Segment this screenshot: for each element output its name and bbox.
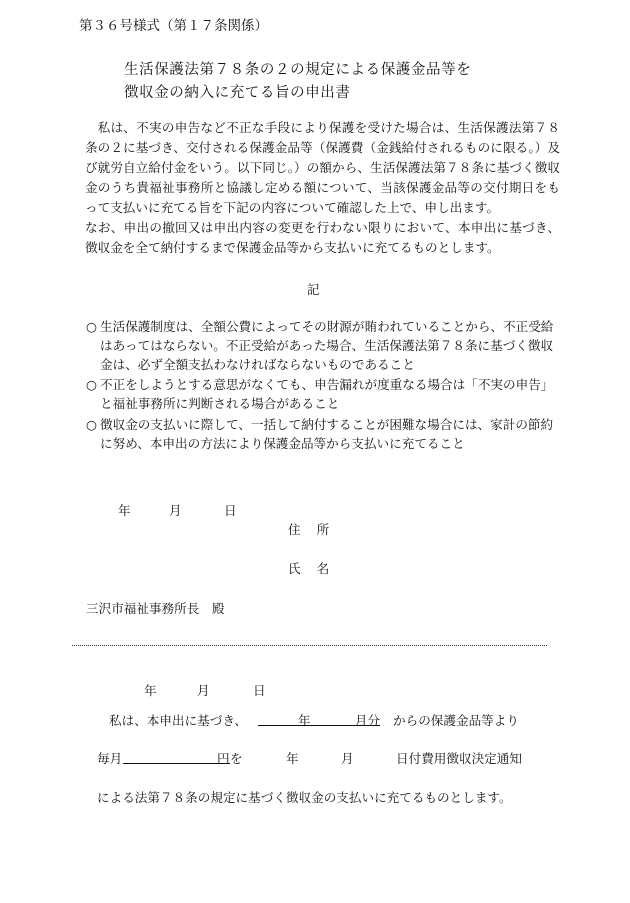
yen-label: 円 bbox=[217, 748, 230, 764]
address-field[interactable]: 住 所 bbox=[288, 522, 336, 537]
recipient: 三沢市福祉事務所長 殿 bbox=[86, 601, 225, 616]
document-title-line-2: 徴収金の納入に充てる旨の申出書 bbox=[124, 85, 351, 101]
confirmation-item bbox=[86, 317, 560, 374]
confirmation-item bbox=[86, 415, 560, 453]
notice-day-field[interactable]: 日付費用徴収決定通知 bbox=[396, 751, 522, 766]
monthly-amount-field[interactable] bbox=[123, 748, 217, 764]
confirmation-item-text: 徴収金の支払いに際して、一括して納付することが困難な場合には、家計の節約に努め、本申出の方法により保護金品等から支払いに充てること bbox=[100, 417, 554, 451]
applicant-date-year-field[interactable]: 年 bbox=[118, 503, 131, 518]
document-title-line-1: 生活保護法第７８条の２の規定による保護金品等を bbox=[124, 62, 472, 78]
start-year-blank[interactable] bbox=[258, 710, 298, 726]
applicant-date-day-field[interactable]: 日 bbox=[224, 503, 237, 518]
decision-line-3: による法第７８条の規定に基づく徴収金の支払いに充てるものとします。 bbox=[97, 790, 512, 805]
decision-line-2-prefix: 毎月 bbox=[97, 751, 123, 766]
intro-text bbox=[85, 118, 560, 258]
start-month-field[interactable]: 月分 bbox=[338, 710, 380, 726]
confirmation-item-text: 生活保護制度は、全額公費によってその財源が賄われていることから、不正受給はあってはならない。不正受給があった場合、生活保護法第７８条に基づく徴収金は、必ず全額支払わなければならないものであること bbox=[100, 319, 554, 372]
decision-line-1-suffix: からの保護金品等より bbox=[393, 713, 519, 728]
name-field[interactable]: 氏 名 bbox=[288, 561, 336, 576]
circle-bullet-icon: ○ bbox=[86, 417, 97, 432]
particle-wo: を bbox=[230, 751, 243, 766]
start-year-label: 年 bbox=[298, 710, 338, 726]
confirmation-item-text: 不正をしようとする意思がなくても、申告漏れが度重なる場合は「不実の申告」と福祉事務所に判断される場合があること bbox=[100, 377, 554, 411]
decision-date-day-field[interactable]: 日 bbox=[253, 683, 266, 698]
form-number: 第３６号様式（第１７条関係） bbox=[79, 18, 268, 34]
circle-bullet-icon: ○ bbox=[86, 319, 97, 334]
decision-line-1-prefix: 私は、本申出に基づき、 bbox=[109, 713, 248, 728]
decision-date-month-field[interactable]: 月 bbox=[197, 683, 210, 698]
ki-heading: 記 bbox=[307, 282, 320, 297]
decision-date-year-field[interactable]: 年 bbox=[144, 683, 157, 698]
intro-paragraph-1: 私は、不実の申告など不正な手段により保護を受けた場合は、生活保護法第７８条の２に基づき、交付される保護金品等（保護費（金銭給付されるものに限る。）及び就労自立給付金をいう。以下同じ。）の額から、生活保護法第７８条に基づく徴収金のうち貴福祉事務所と協議し定める額について、当該保護金品等の交付期日をもって支払いに充てる旨を下記の内容について確認した上で、申し出ます。 bbox=[85, 120, 560, 215]
dotted-divider bbox=[72, 645, 547, 646]
circle-bullet-icon: ○ bbox=[86, 377, 97, 392]
confirmation-item bbox=[86, 375, 560, 413]
notice-month-field[interactable]: 月 bbox=[341, 751, 354, 766]
intro-paragraph-2: なお、申出の撤回又は申出内容の変更を行わない限りにおいて、本申出に基づき、徴収金を全て納付するまで保護金品等から支払いに充てるものとします。 bbox=[85, 220, 560, 255]
notice-year-field[interactable]: 年 bbox=[286, 751, 299, 766]
applicant-date-month-field[interactable]: 月 bbox=[169, 503, 182, 518]
